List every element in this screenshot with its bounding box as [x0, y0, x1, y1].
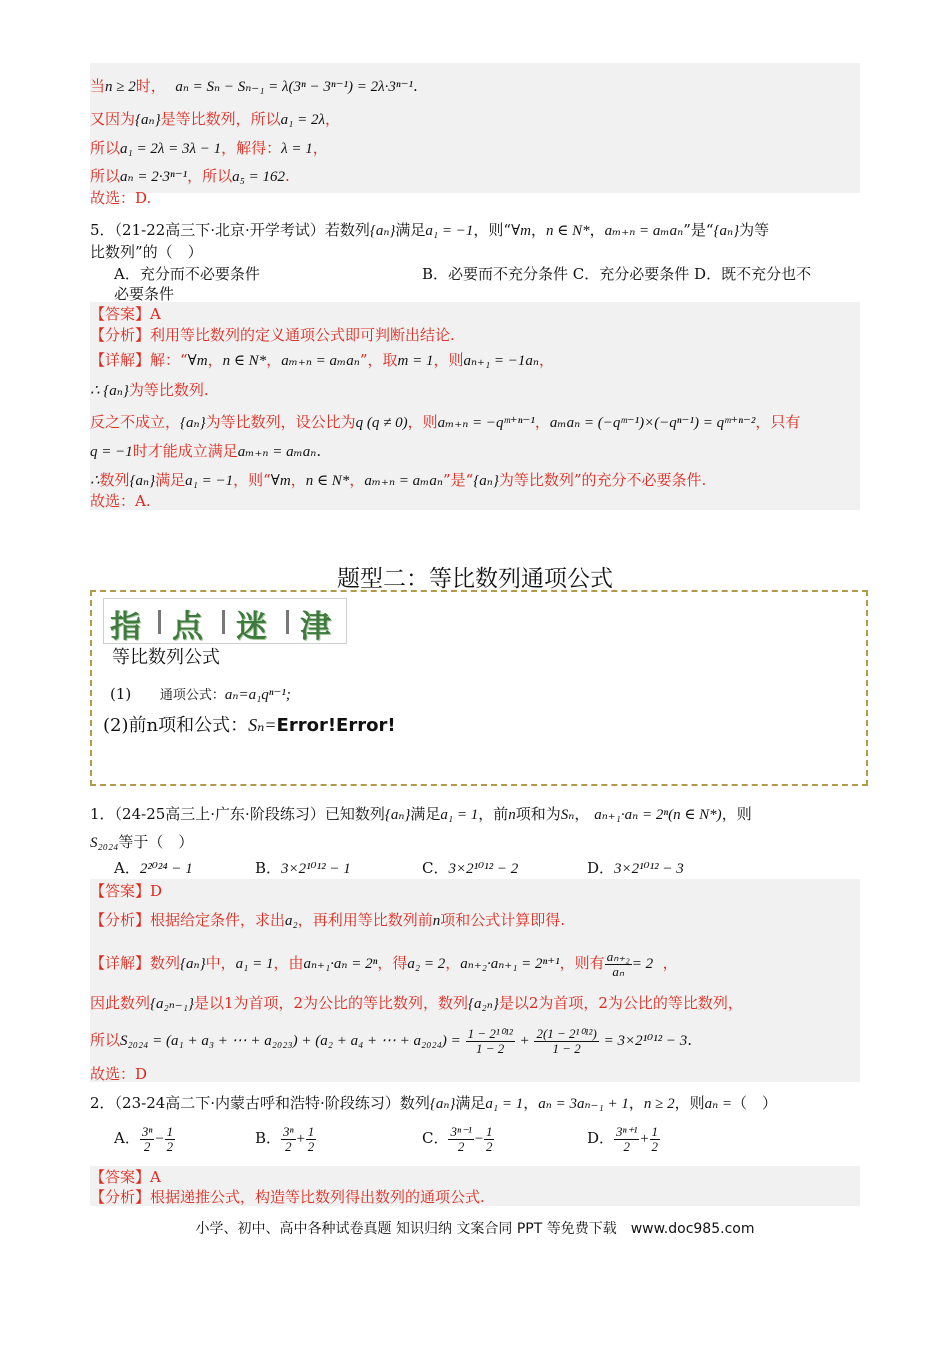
- top-line-1: 当n ≥ 2时， aₙ = Sₙ − Sₙ₋₁ = λ(3ⁿ − 3ⁿ⁻¹) = 2λ·3ⁿ⁻¹.: [90, 77, 418, 95]
- top-line-2: 又因为{aₙ}是等比数列，所以a₁ = 2λ，: [90, 110, 340, 128]
- tip-banner: [103, 598, 347, 644]
- tip-char-4: 津: [300, 609, 331, 645]
- tip-separator: [158, 610, 161, 634]
- q1-option-a: A．2²⁰²⁴ − 1: [114, 859, 193, 877]
- tip-char-2: 点: [172, 609, 203, 645]
- q2-stem: 2．（23-24高二下·内蒙古呼和浩特·阶段练习）数列{aₙ}满足a₁ = 1，aₙ = 3aₙ₋₁ + 1，n ≥ 2，则aₙ =（ ）: [90, 1094, 778, 1112]
- section-title: 题型二：等比数列通项公式: [337, 566, 613, 592]
- tip-char-1: 指: [110, 609, 141, 645]
- q1-sum-fraction-1: $\frac{\text{1 − 2¹⁰¹²}}{1 - 2}$: [467, 1025, 513, 1056]
- tip-title: 等比数列公式: [112, 647, 220, 668]
- tip-separator: [286, 610, 289, 634]
- q5-detail-2: ∴ {aₙ}为等比数列.: [90, 381, 209, 399]
- q5-option-d-cont: 必要条件: [114, 285, 175, 303]
- q1-option-c: C．3×2¹⁰¹² − 2: [422, 859, 519, 877]
- q5-answer: 【答案】A: [90, 305, 161, 323]
- page-footer: 小学、初中、高中各种试卷真题 知识归纳 文案合同 PPT 等免费下载 www.doc985.com: [195, 1221, 755, 1237]
- q5-option-bcd: B．必要而不充分条件 C．充分必要条件 D．既不充分也不: [422, 265, 812, 283]
- q1-option-d: D．3×2¹⁰¹² − 3: [587, 859, 684, 877]
- q2-answer: 【答案】A: [90, 1168, 161, 1186]
- q1-stem: 1．（24-25高三上·广东·阶段练习）已知数列{aₙ}满足a₁ = 1，前n项和为Sₙ， aₙ₊₁·aₙ = 2ⁿ(n ∈ N*)，则: [90, 805, 752, 823]
- q1-analysis: 【分析】根据给定条件，求出a₂，再利用等比数列前n项和公式计算即得.: [90, 911, 566, 929]
- top-line-5: 故选：D.: [90, 189, 152, 207]
- tip-item-2: (2)前n项和公式：Sₙ=Error!Error!: [103, 715, 396, 736]
- q1-detail-4: 故选：D: [90, 1065, 148, 1083]
- q5-detail-5: ∴数列{aₙ}满足a₁ = −1，则“∀m，n ∈ N*，aₘ₊ₙ = aₘaₙ”是“{aₙ}为等比数列”的充分不必要条件.: [90, 471, 707, 489]
- q1-sum-fraction-2: $\frac{\text{2(1 − 2¹⁰¹²)}}{1 - 2}$: [536, 1025, 597, 1056]
- q2-analysis: 【分析】根据递推公式，构造等比数列得出数列的通项公式.: [90, 1188, 485, 1206]
- top-line-4: 所以aₙ = 2·3ⁿ⁻¹，所以a₅ = 162.: [90, 167, 290, 185]
- q1-option-b: B．3×2¹⁰¹² − 1: [255, 859, 351, 877]
- q1-detail-fraction: $\frac{\text{aₙ₊₂}}{\text{aₙ}}$: [606, 948, 630, 979]
- q1-stem-line2: S₂₀₂₄等于（ ）: [90, 833, 194, 851]
- q5-detail-1: 【详解】解：“∀m，n ∈ N*，aₘ₊ₙ = aₘaₙ”，取m = 1，则aₙ₊₁ = −1aₙ，: [90, 351, 555, 369]
- q2-option-d: D． $\frac{\text{3ⁿ⁺¹}}{2}$ + $\frac{1}{2}$: [587, 1123, 659, 1154]
- tip-item-1: (1) 通项公式：aₙ=a₁qⁿ⁻¹;: [110, 685, 291, 703]
- q5-detail-3: 反之不成立，{aₙ}为等比数列，设公比为q (q ≠ 0)，则aₘ₊ₙ = −qᵐ⁺ⁿ⁻¹，aₘaₙ = (−qᵐ⁻¹)×(−qⁿ⁻¹) = qᵐ⁺ⁿ⁻²，只有: [90, 413, 801, 431]
- top-line-3: 所以a₁ = 2λ = 3λ − 1，解得：λ = 1，: [90, 139, 328, 157]
- q1-answer: 【答案】D: [90, 882, 163, 900]
- tip-separator: [222, 610, 225, 634]
- q5-stem-line2: 比数列”的（ ）: [90, 243, 203, 261]
- q5-analysis: 【分析】利用等比数列的定义通项公式即可判断出结论.: [90, 326, 455, 344]
- q5-option-a: A．充分而不必要条件: [114, 265, 260, 283]
- q5-detail-6: 故选：A.: [90, 492, 151, 510]
- q5-detail-4: q = −1时才能成立满足aₘ₊ₙ = aₘaₙ.: [90, 442, 322, 460]
- q2-option-a: A． $\frac{\text{3ⁿ}}{2}$ − $\frac{1}{2}$: [114, 1123, 174, 1154]
- q1-detail-1: 【详解】数列{aₙ}中，a₁ = 1，由aₙ₊₁·aₙ = 2ⁿ，得a₂ = 2，aₙ₊₂·aₙ₊₁ = 2ⁿ⁺¹，则有 $\frac{\text{aₙ₊₂}}{\text{aₙ}}$ = 2 ，: [90, 948, 678, 979]
- tip-char-3: 迷: [236, 609, 267, 645]
- q2-option-c: C． $\frac{\text{3ⁿ⁻¹}}{2}$ − $\frac{1}{2}$: [422, 1123, 493, 1154]
- q1-detail-2: 因此数列{a₂ₙ₋₁}是以1为首项，2为公比的等比数列，数列{a₂ₙ}是以2为首项，2为公比的等比数列，: [90, 994, 743, 1012]
- q1-detail-3: 所以S₂₀₂₄ = (a₁ + a₃ + ⋯ + a₂₀₂₃) + (a₂ + a₄ + ⋯ + a₂₀₂₄) = $\frac{\text{1 − 2¹⁰¹²}}{1 - 2}$ + $\frac{\text{2(1 − 2¹⁰¹²)}}{1 - 2}$ = 3×2¹⁰¹² − 3.: [90, 1025, 692, 1056]
- q5-stem: 5．（21-22高三下·北京·开学考试）若数列{aₙ}满足a₁ = −1，则“∀m，n ∈ N*，aₘ₊ₙ = aₘaₙ”是“{aₙ}为等: [90, 221, 770, 239]
- q2-option-b: B． $\frac{\text{3ⁿ}}{2}$ + $\frac{1}{2}$: [255, 1123, 315, 1154]
